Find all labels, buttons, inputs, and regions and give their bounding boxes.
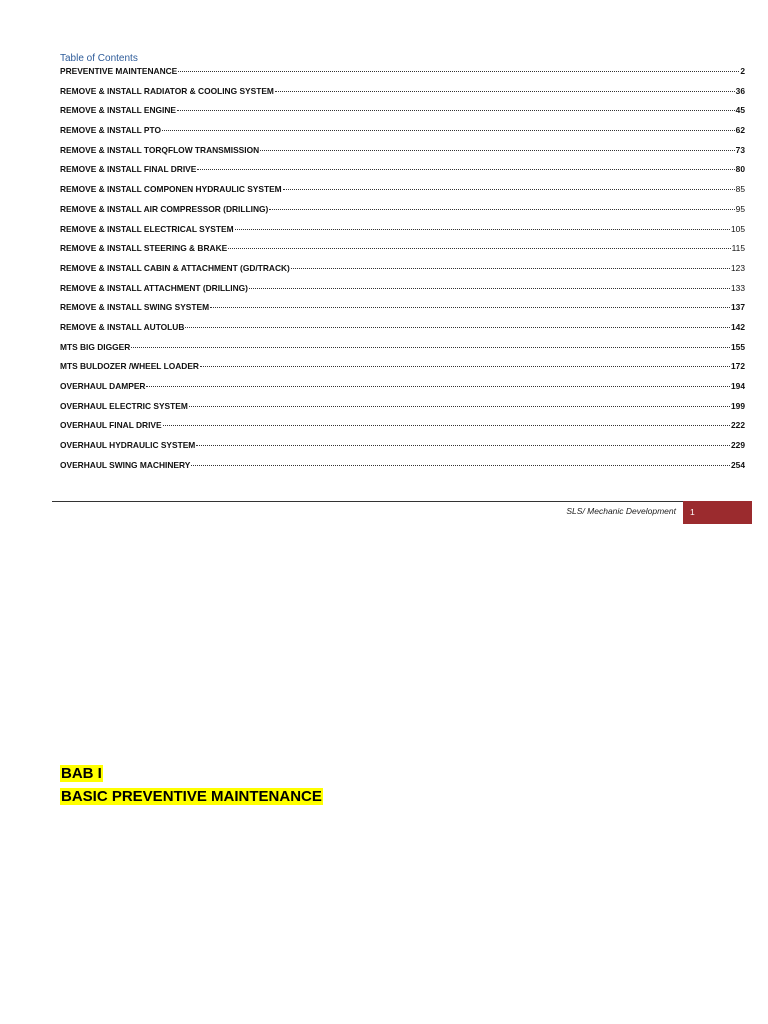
toc-entry[interactable] <box>60 401 745 421</box>
footer-page-number: 1 <box>683 501 752 524</box>
toc-entry-page: 85 <box>735 184 745 195</box>
toc-leader-dots <box>185 327 730 328</box>
toc-entry-label: OVERHAUL SWING MACHINERY <box>60 459 191 470</box>
toc-entry[interactable] <box>60 243 745 263</box>
toc-leader-dots <box>131 347 730 348</box>
toc-leader-dots <box>249 288 730 289</box>
toc-entry[interactable] <box>60 184 745 204</box>
toc-entry-label: OVERHAUL ELECTRIC SYSTEM <box>60 400 188 411</box>
toc-entry-page: 2 <box>740 66 745 76</box>
toc-entry[interactable] <box>60 322 745 342</box>
toc-leader-dots <box>162 130 735 131</box>
toc-leader-dots <box>178 71 739 72</box>
toc-leader-dots <box>163 425 730 426</box>
toc-entry[interactable] <box>60 283 745 303</box>
toc-entry-label: OVERHAUL HYDRAULIC SYSTEM <box>60 440 196 451</box>
toc-leader-dots <box>235 229 730 230</box>
chapter-number-text: BAB I <box>61 765 102 782</box>
toc-entry-page: 133 <box>731 282 745 293</box>
toc-entry-page: 36 <box>735 85 745 96</box>
toc-entry-page: 45 <box>735 105 745 116</box>
toc-entry-page: 155 <box>731 341 745 352</box>
toc-entry-label: REMOVE & INSTALL AIR COMPRESSOR (DRILLING) <box>60 203 269 214</box>
toc-entry-page: 137 <box>731 302 745 313</box>
footer-text: SLS/ Mechanic Development <box>566 506 676 516</box>
toc-leader-dots <box>146 386 730 387</box>
toc-leader-dots <box>210 307 730 308</box>
toc-entry-page: 194 <box>731 381 745 391</box>
toc-entry-page: 172 <box>731 361 745 372</box>
toc-entry-label: REMOVE & INSTALL CABIN & ATTACHMENT (GD/TRACK) <box>60 262 290 273</box>
toc-entry-page: 142 <box>731 321 745 332</box>
chapter-title-text: BASIC PREVENTIVE MAINTENANCE <box>61 788 322 805</box>
toc-entry-page: 62 <box>735 125 745 136</box>
toc-entry-label: REMOVE & INSTALL RADIATOR & COOLING SYSTEM <box>60 85 274 96</box>
toc-leader-dots <box>228 248 730 249</box>
toc-entry[interactable] <box>60 224 745 244</box>
toc-entry-page: 73 <box>735 144 745 155</box>
toc-entry-label: REMOVE & INSTALL PTO <box>60 125 161 136</box>
toc-entry-page: 222 <box>731 420 745 431</box>
chapter-title <box>60 788 323 806</box>
toc-entry[interactable] <box>60 460 745 480</box>
toc-leader-dots <box>177 110 735 111</box>
toc-entry-label: REMOVE & INSTALL FINAL DRIVE <box>60 164 197 175</box>
toc-leader-dots <box>275 91 735 92</box>
toc-entry[interactable] <box>60 86 745 106</box>
toc-entry-label: REMOVE & INSTALL AUTOLUB <box>60 321 185 332</box>
toc-entry-label: PREVENTIVE MAINTENANCE <box>60 66 178 76</box>
toc-entry-label: OVERHAUL DAMPER <box>60 381 146 391</box>
toc-entry[interactable] <box>60 125 745 145</box>
toc-title: Table of Contents <box>60 53 138 64</box>
toc-entry-page: 95 <box>735 203 745 214</box>
toc-entry[interactable] <box>60 105 745 125</box>
toc-entry-label: MTS BULDOZER /WHEEL LOADER <box>60 361 199 372</box>
toc-entry-label: MTS BIG DIGGER <box>60 341 131 352</box>
toc-leader-dots <box>283 189 735 190</box>
toc-entry-page: 229 <box>731 440 745 451</box>
toc-leader-dots <box>200 366 730 367</box>
toc-leader-dots <box>291 268 730 269</box>
toc-entry-page: 105 <box>731 223 745 234</box>
toc-entry-label: REMOVE & INSTALL ATTACHMENT (DRILLING) <box>60 282 248 293</box>
toc-entry[interactable] <box>60 263 745 283</box>
toc-entry[interactable] <box>60 440 745 460</box>
footer-rule <box>52 501 752 502</box>
toc-entry[interactable] <box>60 164 745 184</box>
toc-entry-page: 254 <box>731 459 745 470</box>
toc-entry-label: REMOVE & INSTALL COMPONEN HYDRAULIC SYSTEM <box>60 184 282 195</box>
toc-entry[interactable] <box>60 342 745 362</box>
toc-entry-page: 123 <box>731 262 745 273</box>
toc-entry[interactable] <box>60 381 745 401</box>
toc-entry-label: REMOVE & INSTALL TORQFLOW TRANSMISSION <box>60 144 260 155</box>
toc-entry-page: 80 <box>735 164 745 175</box>
table-of-contents <box>60 66 745 479</box>
toc-entry-page: 199 <box>731 400 745 411</box>
toc-entry-label: OVERHAUL FINAL DRIVE <box>60 420 162 431</box>
toc-entry[interactable] <box>60 66 745 86</box>
toc-leader-dots <box>191 465 730 466</box>
toc-leader-dots <box>197 169 734 170</box>
toc-entry-label: REMOVE & INSTALL ENGINE <box>60 105 177 116</box>
toc-leader-dots <box>260 150 735 151</box>
toc-entry[interactable] <box>60 145 745 165</box>
toc-entry-label: REMOVE & INSTALL SWING SYSTEM <box>60 302 210 313</box>
toc-leader-dots <box>189 406 730 407</box>
toc-entry[interactable] <box>60 204 745 224</box>
toc-entry[interactable] <box>60 361 745 381</box>
chapter-number <box>60 765 103 783</box>
toc-entry[interactable] <box>60 302 745 322</box>
toc-leader-dots <box>269 209 734 210</box>
toc-leader-dots <box>196 445 730 446</box>
toc-entry-page: 115 <box>731 243 745 254</box>
toc-entry-label: REMOVE & INSTALL ELECTRICAL SYSTEM <box>60 223 234 234</box>
toc-entry[interactable] <box>60 420 745 440</box>
toc-entry-label: REMOVE & INSTALL STEERING & BRAKE <box>60 243 228 254</box>
